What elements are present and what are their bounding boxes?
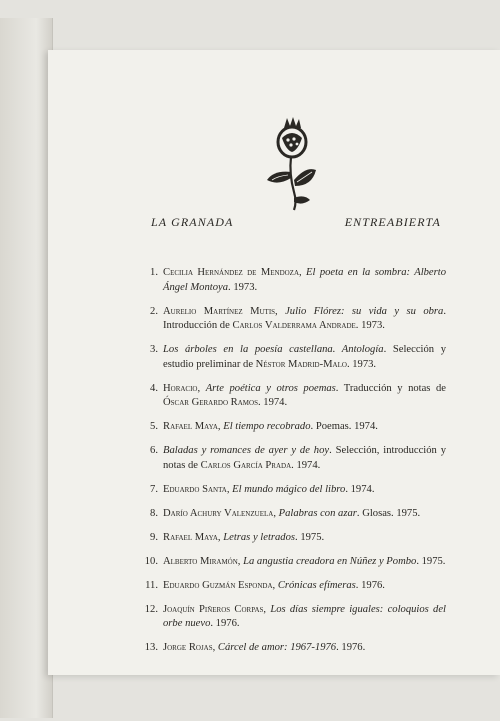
item-details: . 1973. [228,281,258,293]
item-details: . 1975. [295,531,325,543]
item-details: . 1975. [416,555,446,567]
item-title: Los días siempre iguales: coloquios del orbe nuevo [163,603,446,630]
item-year: . 1973. [346,358,377,370]
book-page [48,50,500,675]
item-title: El tiempo recobrado [223,421,311,433]
item-separator: , [272,579,278,591]
item-editor: Óscar Gerardo Ramos [163,397,258,409]
item-year: . 1974. [257,397,288,409]
item-title: Arte poética y otros poemas [205,382,336,394]
item-author: Rafael Maya [163,421,218,433]
item-number: 1. [150,267,158,278]
item-details: . Glosas. 1975. [356,507,421,519]
item-title: Baladas y romances de ayer y de hoy [163,445,330,457]
list-item [136,531,446,546]
item-details: . 1976. [355,579,385,591]
item-title: Crónicas efímeras [277,579,356,591]
item-details: . Selección y estudio preliminar de [163,344,446,370]
item-number: 13. [144,642,158,654]
item-number: 3. [150,344,158,356]
item-author: Alberto Miramón [163,555,238,567]
pomegranate-emblem-icon [264,114,318,226]
item-separator: , [275,305,286,317]
item-title: Palabras con azar [278,507,357,519]
item-number: 8. [150,507,158,519]
series-title [151,215,441,231]
item-number: 4. [150,382,158,394]
item-separator: , [197,382,206,394]
item-details: . Poemas. 1974. [310,421,378,433]
series-title-right: ENTREABIERTA [344,215,441,229]
item-separator: , [212,642,218,654]
item-details: . 1976. [210,618,240,630]
item-author: Rafael Maya [163,531,218,543]
item-details: . Traducción y notas de [335,382,446,394]
item-title: La angustia creadora en Núñez y Pombo [243,555,417,567]
list-item [136,305,446,334]
item-separator: , [237,555,244,567]
series-title-left: LA GRANADA [151,215,234,229]
item-editor: Carlos Valderrama Andrade [232,320,356,332]
list-item [136,444,446,473]
item-title: El mundo mágico del libro [232,483,346,495]
item-number: 6. [150,445,158,457]
item-separator: , [299,267,307,278]
list-item [136,603,446,632]
item-author: Eduardo Santa [163,483,227,495]
item-number: 11. [145,579,158,591]
item-title: Letras y letrados [223,531,296,543]
item-number: 9. [150,531,158,543]
item-editor: Néstor Madrid-Malo [255,358,347,370]
item-details: . 1974. [345,483,375,495]
list-item [136,382,446,411]
list-item [136,507,446,522]
list-item [136,641,446,656]
item-author: Darío Achury Valenzuela [163,507,274,519]
item-author: Eduardo Guzmán Esponda [163,579,273,591]
item-number: 7. [150,483,158,495]
list-item [136,266,446,295]
previous-page-edge [0,18,53,718]
item-number: 12. [144,603,158,615]
item-separator: , [226,483,233,495]
list-item [136,483,446,498]
item-author: Cecilia Hernández de Mendoza [163,267,300,278]
item-title: Los árboles en la poesía castellana. Antología [163,344,384,356]
list-item [136,555,446,570]
item-author: Joaquín Piñeros Corpas [163,603,264,615]
item-separator: , [217,421,224,433]
item-author: Horacio [163,382,198,394]
item-editor: Carlos García Prada [200,459,292,471]
item-number: 2. [150,305,158,317]
list-item [136,420,446,435]
item-separator: , [217,531,224,543]
book-list [136,266,446,665]
item-title: El poeta en la sombra: Alberto Ángel Montoya [163,267,446,293]
item-title: Cárcel de amor: 1967-1976 [217,642,337,654]
list-item [136,343,446,372]
item-details: . Introducción de [163,305,446,332]
item-title: Julio Flórez: su vida y su obra [285,305,444,317]
list-item [136,579,446,594]
item-details: . 1976. [336,642,366,654]
item-separator: , [273,507,279,519]
item-number: 10. [144,555,158,567]
item-details: . Selección, introducción y notas de [163,445,446,471]
item-number: 5. [150,421,158,433]
item-author: Jorge Rojas [163,642,213,654]
item-author: Aurelio Martínez Mutis [163,305,276,317]
item-year: . 1973. [355,320,385,332]
item-separator: , [263,603,271,615]
item-year: . 1974. [291,459,321,471]
